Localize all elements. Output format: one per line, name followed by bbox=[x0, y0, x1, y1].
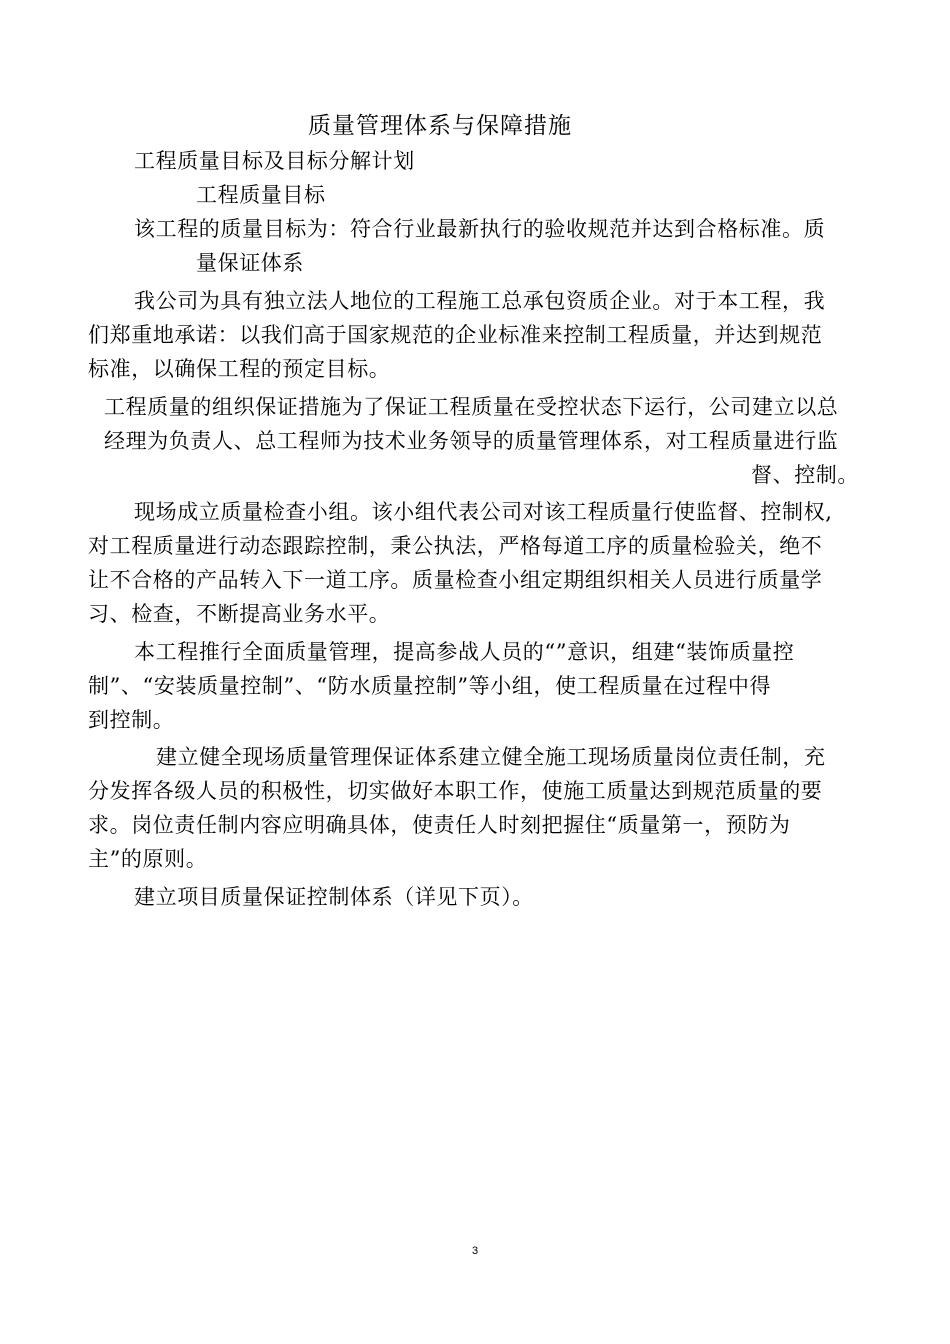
paragraph-line: 们郑重地承诺：以我们高于国家规范的企业标准来控制工程质量，并达到规范 bbox=[88, 323, 823, 347]
paragraph-project-control-system: 建立项目质量保证控制体系（详见下页）。 bbox=[134, 885, 534, 909]
paragraph-line: 制”、“安装质量控制”、“防水质量控制”等小组，使工程质量在过程中得 bbox=[88, 674, 772, 698]
goal-text-line-2: 量保证体系 bbox=[196, 251, 304, 275]
goal-text-line-1: 该工程的质量目标为：符合行业最新执行的验收规范并达到合格标准。质 bbox=[134, 217, 826, 241]
page-number: 3 bbox=[471, 1245, 479, 1257]
paragraph-line: 我公司为具有独立法人地位的工程施工总承包资质企业。对于本工程，我 bbox=[134, 289, 826, 313]
document-title: 质量管理体系与保障措施 bbox=[308, 113, 572, 139]
paragraph-line: 工程质量的组织保证措施为了保证工程质量在受控状态下运行，公司建立以总 bbox=[104, 395, 839, 419]
paragraph-line: 建立健全现场质量管理保证体系建立健全施工现场质量岗位责任制，充 bbox=[156, 745, 826, 769]
paragraph-line: 对工程质量进行动态跟踪控制，秉公执法，严格每道工序的质量检验关，绝不 bbox=[88, 534, 823, 558]
paragraph-line: 习、检查，不断提高业务水平。 bbox=[88, 602, 391, 626]
section-heading: 工程质量目标及目标分解计划 bbox=[134, 149, 415, 173]
subheading-quality-goal: 工程质量目标 bbox=[196, 183, 326, 207]
paragraph-line: 求。岗位责任制内容应明确具体，使责任人时刻把握住“质量第一，预防为 bbox=[88, 813, 791, 837]
paragraph-line: 分发挥各级人员的积极性，切实做好本职工作，使施工质量达到规范质量的要 bbox=[88, 779, 823, 803]
paragraph-line: 本工程推行全面质量管理，提高参战人员的“”意识，组建“装饰质量控 bbox=[134, 640, 795, 664]
paragraph-line: 主”的原则。 bbox=[88, 847, 208, 871]
paragraph-line: 到控制。 bbox=[88, 708, 175, 732]
paragraph-line: 标准，以确保工程的预定目标。 bbox=[88, 357, 391, 381]
paragraph-line: 经理为负责人、总工程师为技术业务领导的质量管理体系，对工程质量进行监 bbox=[104, 429, 839, 453]
paragraph-line: 让不合格的产品转入下一道工序。质量检查小组定期组织相关人员进行质量学 bbox=[88, 568, 823, 592]
paragraph-line: 督、控制。 bbox=[751, 463, 859, 487]
paragraph-line: 现场成立质量检查小组。该小组代表公司对该工程质量行使监督、控制权, bbox=[134, 500, 833, 524]
